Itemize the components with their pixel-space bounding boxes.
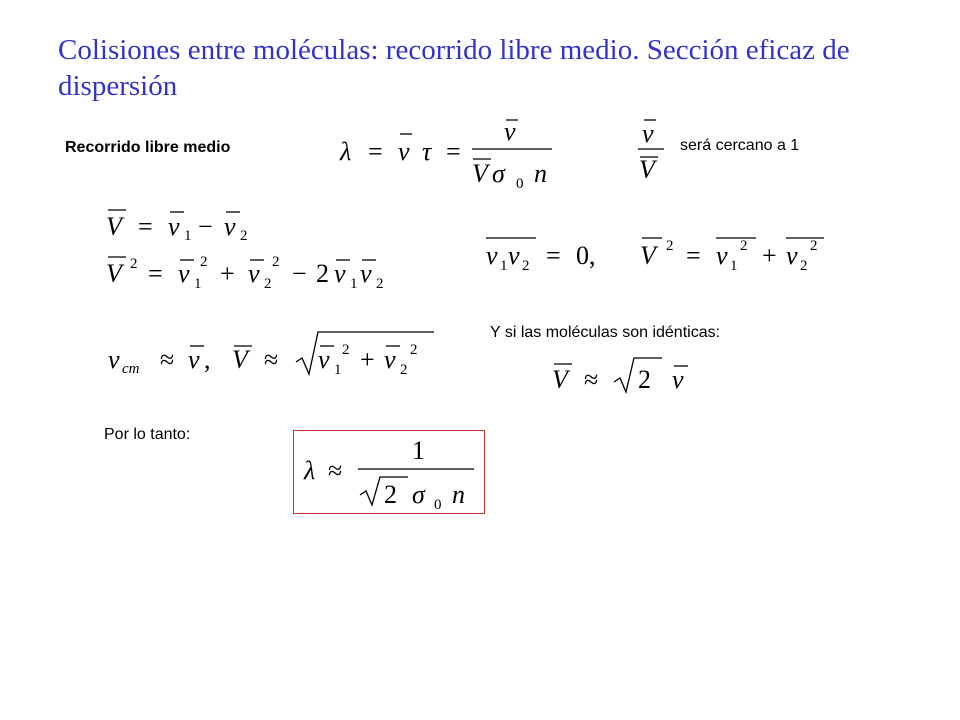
svg-text:1: 1 — [194, 276, 202, 292]
svg-text:v: v — [188, 345, 200, 374]
svg-text:V: V — [106, 259, 122, 288]
svg-text:v: v — [716, 241, 728, 270]
svg-text:1: 1 — [350, 276, 358, 292]
svg-text:V: V — [232, 345, 248, 374]
equation-identical — [548, 354, 708, 398]
svg-text:2: 2 — [638, 365, 651, 394]
svg-text:≈: ≈ — [160, 345, 175, 374]
svg-text:2: 2 — [400, 362, 408, 378]
svg-text:0: 0 — [434, 497, 442, 513]
svg-text:2: 2 — [384, 480, 397, 509]
svg-text:1: 1 — [412, 436, 425, 465]
svg-text:≈: ≈ — [584, 365, 599, 394]
svg-text:v: v — [168, 212, 180, 241]
svg-text:v: v — [224, 212, 236, 241]
svg-text:2: 2 — [522, 258, 530, 274]
svg-text:−: − — [198, 212, 213, 241]
svg-text:v: v — [398, 137, 410, 166]
svg-text:v: v — [786, 241, 798, 270]
svg-text:=: = — [148, 259, 163, 288]
svg-text:n: n — [452, 480, 465, 509]
svg-text:v: v — [504, 117, 516, 146]
equation-approximation — [104, 326, 444, 382]
svg-text:v: v — [318, 345, 330, 374]
svg-text:2: 2 — [376, 276, 384, 292]
svg-text:2: 2 — [810, 238, 818, 254]
svg-text:0: 0 — [516, 176, 524, 192]
label-identical: Y si las moléculas son idénticas: — [490, 324, 721, 341]
svg-text:1: 1 — [184, 228, 192, 244]
svg-text:≈: ≈ — [264, 345, 279, 374]
svg-text:=: = — [546, 241, 561, 270]
svg-text:v: v — [642, 119, 654, 148]
label-therefore: Por lo tanto: — [104, 426, 191, 443]
svg-text:v: v — [384, 345, 396, 374]
svg-text:+: + — [220, 259, 235, 288]
svg-text:2: 2 — [740, 238, 748, 254]
svg-text:1: 1 — [500, 258, 508, 274]
svg-text:V: V — [106, 212, 122, 241]
svg-text:σ: σ — [412, 480, 425, 509]
svg-text:,: , — [204, 345, 211, 374]
svg-text:1: 1 — [334, 362, 342, 378]
svg-text:2: 2 — [130, 256, 138, 272]
svg-text:+: + — [360, 345, 375, 374]
svg-text:2: 2 — [272, 254, 280, 270]
svg-text:−: − — [292, 259, 307, 288]
svg-text:2: 2 — [240, 228, 248, 244]
svg-text:2: 2 — [342, 342, 350, 358]
svg-text:=: = — [368, 137, 383, 166]
svg-text:0,: 0, — [576, 241, 596, 270]
svg-text:1: 1 — [730, 258, 738, 274]
svg-text:cm: cm — [122, 361, 140, 377]
equation-result — [294, 431, 484, 513]
svg-text:v: v — [248, 259, 260, 288]
svg-text:V: V — [640, 241, 656, 270]
svg-text:V: V — [639, 155, 655, 182]
equation-uncorrelated — [480, 226, 840, 280]
label-mean-free-path: Recorrido libre medio — [65, 139, 231, 156]
equation-ratio — [632, 112, 676, 182]
svg-text:v: v — [486, 241, 498, 270]
svg-text:2: 2 — [200, 254, 208, 270]
svg-text:v: v — [360, 259, 372, 288]
svg-text:=: = — [446, 137, 461, 166]
label-near-one: será cercano a 1 — [680, 137, 800, 154]
svg-text:v: v — [508, 241, 520, 270]
svg-text:2: 2 — [666, 238, 674, 254]
svg-text:τ: τ — [422, 137, 432, 166]
svg-text:σ: σ — [492, 159, 505, 188]
svg-text:λ: λ — [340, 137, 352, 166]
svg-text:V: V — [472, 159, 488, 188]
svg-text:v: v — [108, 345, 120, 374]
svg-text:2: 2 — [316, 259, 329, 288]
svg-text:2: 2 — [264, 276, 272, 292]
svg-text:v: v — [178, 259, 190, 288]
svg-text:v: v — [672, 365, 684, 394]
svg-text:λ: λ — [304, 456, 316, 485]
slide-title: Colisiones entre moléculas: recorrido libre medio. Sección eficaz de dispersión — [58, 34, 850, 102]
svg-text:2: 2 — [410, 342, 418, 358]
svg-text:2: 2 — [800, 258, 808, 274]
svg-text:=: = — [138, 212, 153, 241]
equation-relative-velocity — [100, 200, 410, 300]
equation-mean-free-path — [330, 112, 570, 192]
svg-text:+: + — [762, 241, 777, 270]
svg-text:v: v — [334, 259, 346, 288]
svg-text:V: V — [552, 365, 568, 394]
svg-text:n: n — [534, 159, 547, 188]
svg-text:=: = — [686, 241, 701, 270]
svg-text:≈: ≈ — [328, 456, 343, 485]
